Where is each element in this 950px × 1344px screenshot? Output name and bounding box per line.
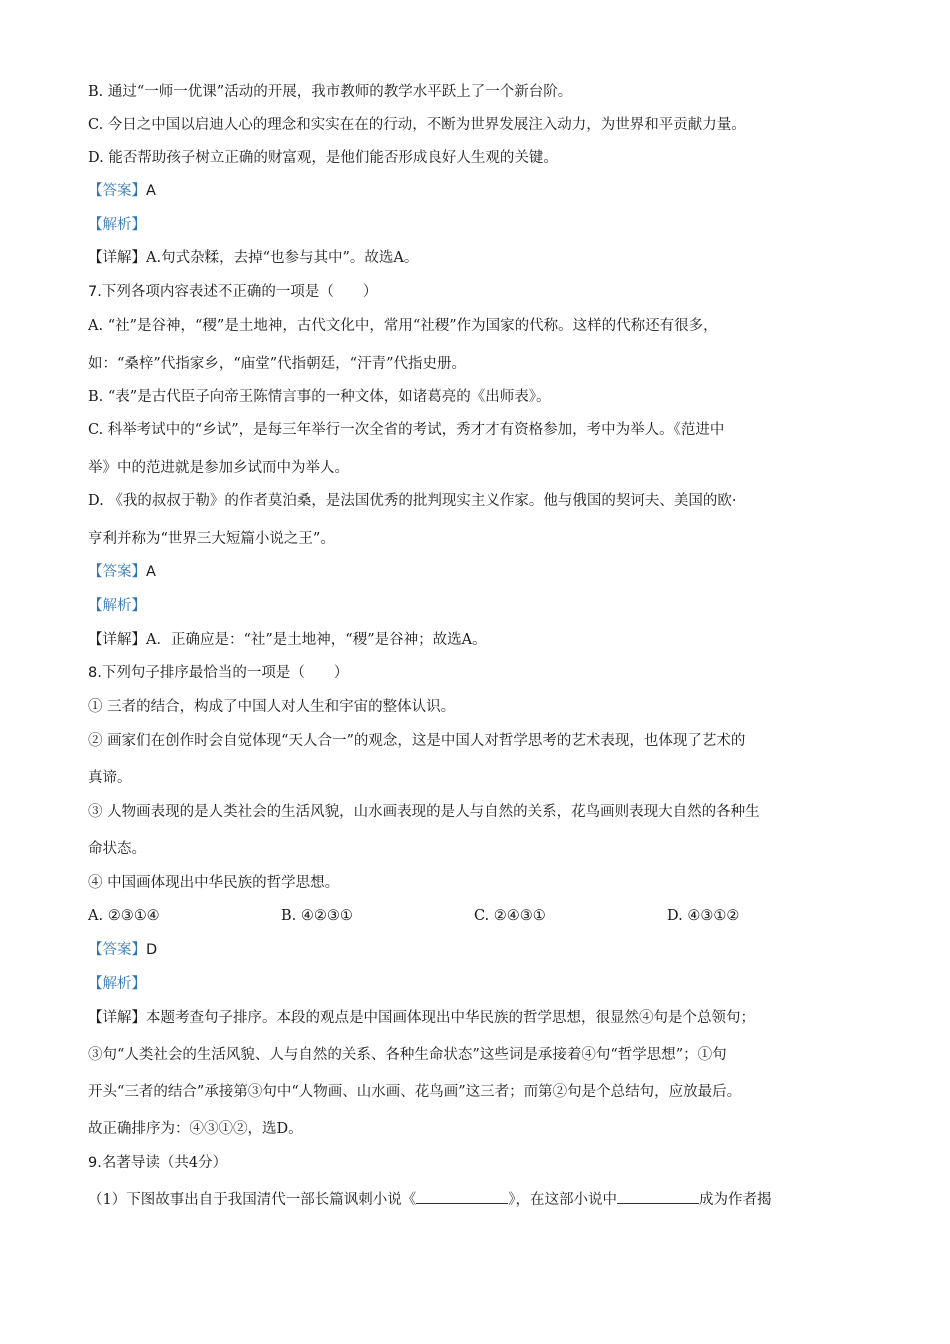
detail-text: 本题考查句子排序。本段的观点是中国画体现出中华民族的哲学思想，很显然④句是个总领句；: [146, 1010, 755, 1026]
q8-option-d: D. ④③①②: [667, 908, 740, 924]
answer-value: A: [146, 183, 156, 199]
detail-text: A．正确应是：“社”是土地神，“稷”是谷神；故选A。: [146, 632, 487, 648]
q7-detail: [88, 630, 880, 650]
q8-sentence-3-line1: ③ 人物画表现的是人类社会的生活风貌，山水画表现的是人与自然的关系，花鸟画则表现大自然的各种生: [88, 804, 760, 820]
q8-analysis: 【解析】: [88, 976, 146, 992]
answer-value: A: [146, 564, 156, 580]
q7-option-a-line2: 如：“桑梓”代指家乡，“庙堂”代指朝廷，“汗青”代指史册。: [88, 356, 466, 372]
q6-answer: [88, 181, 880, 201]
q8-answer: [88, 940, 880, 960]
q7-option-d-line1: D. 《我的叔叔于勒》的作者莫泊桑，是法国优秀的批判现实主义作家。他与俄国的契诃夫、美国的欧·: [88, 493, 737, 509]
part1-text-b: 》，在这部小说中: [508, 1192, 617, 1208]
q6-analysis: 【解析】: [88, 217, 146, 233]
question-stem: 下列句子排序最恰当的一项是（ ）: [101, 665, 349, 681]
blank-novel-title[interactable]: [416, 1189, 508, 1204]
q7-option-b: B. “表”是古代臣子向帝王陈情言事的一种文体，如诸葛亮的《出师表》。: [88, 389, 551, 405]
detail-text: A.句式杂糅，去掉“也参与其中”。故选A。: [146, 250, 419, 266]
q8-sentence-3-line2: 命状态。: [88, 841, 146, 857]
blank-character[interactable]: [617, 1189, 699, 1204]
detail-tag: 【详解】: [88, 632, 146, 648]
q7-stem: [88, 282, 880, 302]
q7-option-d-line2: 亨利并称为“世界三大短篇小说之王”。: [88, 531, 335, 547]
q9-stem: [88, 1153, 880, 1173]
q8-sentence-2-line2: 真谛。: [88, 770, 132, 786]
question-number: 7.: [88, 284, 102, 300]
q8-option-c: C. ②④③①: [474, 908, 546, 924]
question-stem: 名著导读（共4分）: [101, 1155, 228, 1171]
q8-detail-line1: [88, 1008, 880, 1028]
q7-option-a-line1: A. “社”是谷神，“稷”是土地神，古代文化中，常用“社稷”作为国家的代称。这样的代称还有很多，: [88, 318, 718, 334]
q8-option-a: A. ②③①④: [88, 908, 160, 924]
q7-option-c-line1: C. 科举考试中的“乡试”，是每三年举行一次全省的考试，秀才才有资格参加，考中为举人。《范进中: [88, 422, 725, 438]
q9-part1: [88, 1189, 880, 1210]
q6-detail: [88, 248, 880, 268]
q7-answer: [88, 562, 880, 582]
question-stem: 下列各项内容表述不正确的一项是（ ）: [101, 284, 378, 300]
part1-text-c: 成为作者揭: [698, 1192, 772, 1208]
answer-tag: 【答案】: [88, 942, 146, 958]
answer-tag: 【答案】: [88, 183, 146, 199]
q6-option-c: C. 今日之中国以启迪人心的理念和实实在在的行动，不断为世界发展注入动力，为世界和平贡献力量。: [88, 117, 746, 133]
q6-option-d: D. 能否帮助孩子树立正确的财富观，是他们能否形成良好人生观的关键。: [88, 150, 558, 166]
answer-value: D: [146, 942, 158, 958]
q7-option-c-line2: 举》中的范进就是参加乡试而中为举人。: [88, 460, 349, 476]
q8-sentence-2-line1: ② 画家们在创作时会自觉体现“天人合一”的观念，这是中国人对哲学思考的艺术表现，也体现了艺术的: [88, 733, 746, 749]
detail-tag: 【详解】: [88, 1010, 146, 1026]
q8-stem: [88, 663, 880, 683]
q8-sentence-1: ① 三者的结合，构成了中国人对人生和宇宙的整体认识。: [88, 699, 456, 715]
question-number: 9.: [88, 1155, 102, 1171]
q8-detail-line2: ③句“人类社会的生活风貌、人与自然的关系、各种生命状态”这些词是承接着④句“哲学思想”；①句: [88, 1047, 727, 1063]
q8-detail-line3: 开头“三者的结合”承接第③句中“人物画、山水画、花鸟画”这三者；而第②句是个总结句，应放最后。: [88, 1084, 742, 1100]
q8-detail-line4: 故正确排序为：④③①②，选D。: [88, 1121, 303, 1137]
q8-option-b: B. ④②③①: [281, 908, 353, 924]
q6-option-b: B. 通过“一师一优课”活动的开展，我市教师的教学水平跃上了一个新台阶。: [88, 84, 573, 100]
question-number: 8.: [88, 665, 102, 681]
q7-analysis: 【解析】: [88, 598, 146, 614]
part1-text-a: （1）下图故事出自于我国清代一部长篇讽刺小说《: [88, 1192, 417, 1208]
answer-tag: 【答案】: [88, 564, 146, 580]
detail-tag: 【详解】: [88, 250, 146, 266]
q8-sentence-4: ④ 中国画体现出中华民族的哲学思想。: [88, 875, 340, 891]
